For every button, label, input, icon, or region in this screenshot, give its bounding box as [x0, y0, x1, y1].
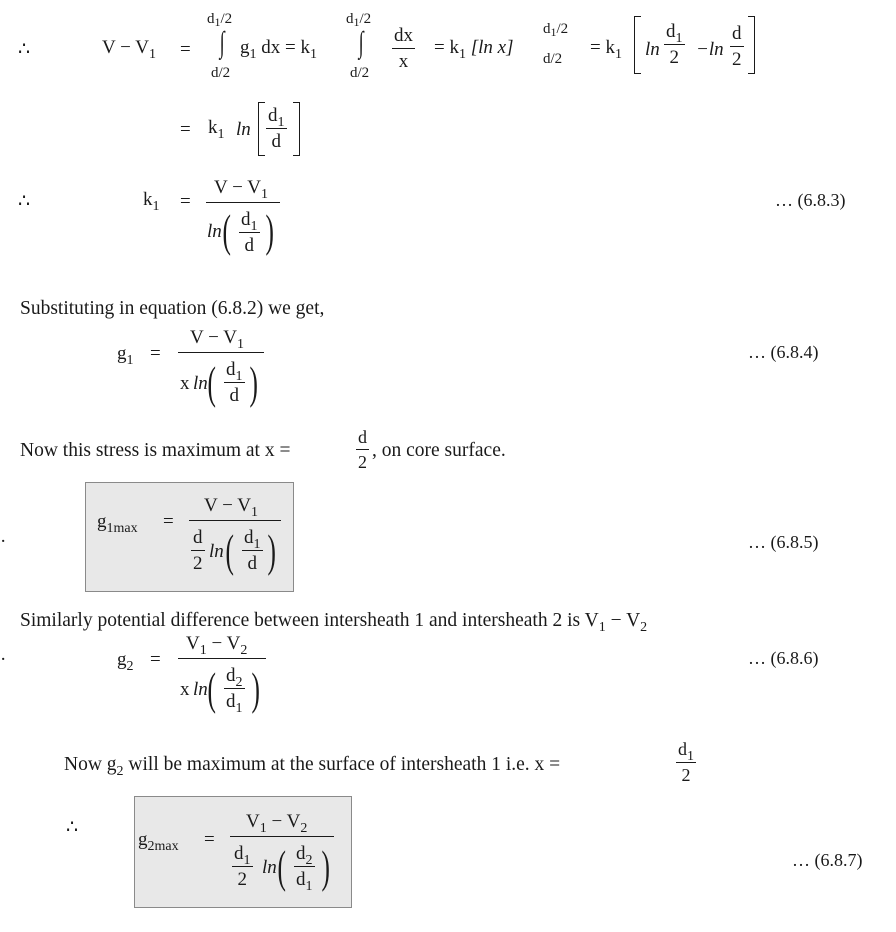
eq3-equals: = [180, 191, 191, 212]
eq1b-square-bracket-right [293, 102, 300, 156]
eq7-label: … (6.8.7) [792, 850, 863, 870]
eq5-paren-right: ) [267, 525, 276, 576]
eq4-paren-left: ( [207, 357, 216, 408]
eq1-int2-upper: $d_1/2$ [346, 11, 372, 29]
eq1-eq-k1: = $k_1$ [590, 37, 622, 62]
eq4-fraction-bar [178, 352, 264, 353]
eq5-paren-left: ( [225, 525, 234, 576]
therefore-symbol: ∴ [18, 191, 31, 212]
para4-d1-over-2: $d_1$ 2 [678, 739, 694, 785]
eq4-ln: ln [193, 373, 208, 394]
eq7-d2-over-d1: $d_2$ $d_1$ [296, 843, 313, 894]
eq5-ln: ln [209, 541, 224, 562]
eq6-label: … (6.8.6) [748, 648, 819, 668]
eq1b-equals: = [180, 119, 191, 140]
eq1-integrand: $g_1$ dx = $k_1$ [240, 37, 317, 62]
eq5-label: … (6.8.5) [748, 532, 819, 552]
therefore-symbol: ∴ [66, 817, 79, 838]
eq1b-k1: $k_1$ [208, 117, 225, 142]
eq1-lhs: $V - V_1$ [102, 37, 156, 62]
eq7-numerator: $V_1 - V_2$ [246, 811, 308, 836]
eq7-ln: ln [262, 857, 277, 878]
eq1b-d1-over-d: $d_1$ d [268, 105, 285, 152]
eq4-equals: = [150, 343, 161, 364]
eq6-lhs: $g_2$ [117, 649, 134, 674]
eq6-dot: · [0, 649, 7, 670]
eq6-equals: = [150, 649, 161, 670]
eq5-d-over-2: d 2 [193, 527, 203, 574]
eq1-int2-lower: d/2 [350, 65, 370, 81]
eq1-bracket-lower: d/2 [543, 51, 563, 67]
eq1-minus-ln: −ln [696, 39, 724, 60]
eq6-paren-left: ( [207, 663, 216, 714]
para2-d-over-2: d 2 [358, 427, 367, 472]
eq6-x: x [180, 679, 190, 700]
eq1-bracket-upper: $d_1/2$ [543, 21, 569, 39]
eq4-numerator: $V - V_1$ [190, 327, 244, 352]
eq3-numerator: $V - V_1$ [214, 177, 268, 202]
eq7-paren-left: ( [277, 841, 286, 892]
eq7-equals: = [204, 829, 215, 850]
eq1-square-bracket-right [748, 16, 755, 74]
eq5-dot: · [0, 531, 7, 552]
eq7-paren-right: ) [321, 841, 330, 892]
eq4-paren-right: ) [249, 357, 258, 408]
eq1-dx-over-x: dx x [394, 25, 413, 72]
eq1-int1-upper: $d_1/2$ [207, 11, 233, 29]
eq6-ln: ln [193, 679, 208, 700]
eq4-d1-over-d: $d_1$ d [226, 359, 243, 406]
eq5-highlight-box [85, 482, 294, 592]
eq5-numerator: $V - V_1$ [204, 495, 258, 520]
eq3-d1-over-d: $d_1$ d [241, 209, 258, 256]
eq1b-ln: ln [236, 119, 251, 140]
eq7-d1-over-2: $d_1$ 2 [234, 843, 251, 890]
para-similarly: Similarly potential difference between intersheath 1 and intersheath 2 is $V_1 - V_2$ [20, 610, 648, 635]
eq1-d1-over-2: $d_1$ 2 [666, 21, 683, 68]
eq5-equals: = [163, 511, 174, 532]
eq7-fraction-bar [230, 836, 334, 837]
eq3-paren-right: ) [265, 205, 274, 256]
eq5-d1-over-d: $d_1$ d [244, 527, 261, 574]
eq1-k1-bracket: = $k_1$ [ln x] [434, 37, 514, 62]
eq1-integral-sign-1: ∫ [219, 26, 225, 59]
eq6-fraction-bar [178, 658, 266, 659]
eq4-label: … (6.8.4) [748, 342, 819, 362]
eq4-x: x [180, 373, 190, 394]
eq1b-square-bracket-left [258, 102, 265, 156]
eq7-lhs: $g_{2max}$ [138, 829, 179, 854]
eq1-d-over-2: d 2 [732, 23, 742, 70]
eq3-fraction-bar [206, 202, 280, 203]
eq4-lhs: $g_1$ [117, 343, 134, 368]
eq3-ln: ln [207, 221, 222, 242]
eq5-lhs: $g_{1max}$ [97, 511, 138, 536]
para-substituting: Substituting in equation (6.8.2) we get, [20, 298, 325, 319]
para-g2-maximum: Now $g_2$ will be maximum at the surface of intersheath 1 i.e. x = [64, 754, 561, 779]
eq1-equals: = [180, 39, 191, 60]
para2-post: , on core surface. [372, 440, 506, 461]
eq1-int1-lower: d/2 [211, 65, 231, 81]
eq1-ln-a: ln [645, 39, 660, 60]
eq3-lhs: $k_1$ [143, 189, 160, 214]
eq3-label: … (6.8.3) [775, 190, 846, 210]
para-stress-maximum: Now this stress is maximum at x = [20, 440, 291, 461]
eq1-integral-sign-2: ∫ [358, 26, 364, 59]
eq6-d2-over-d1: $d_2$ $d_1$ [226, 665, 243, 716]
therefore-symbol: ∴ [18, 39, 31, 60]
eq5-fraction-bar [189, 520, 281, 521]
eq1-square-bracket-left [634, 16, 641, 74]
eq6-numerator: $V_1 - V_2$ [186, 633, 248, 658]
eq6-paren-right: ) [251, 663, 260, 714]
eq3-paren-left: ( [222, 205, 231, 256]
